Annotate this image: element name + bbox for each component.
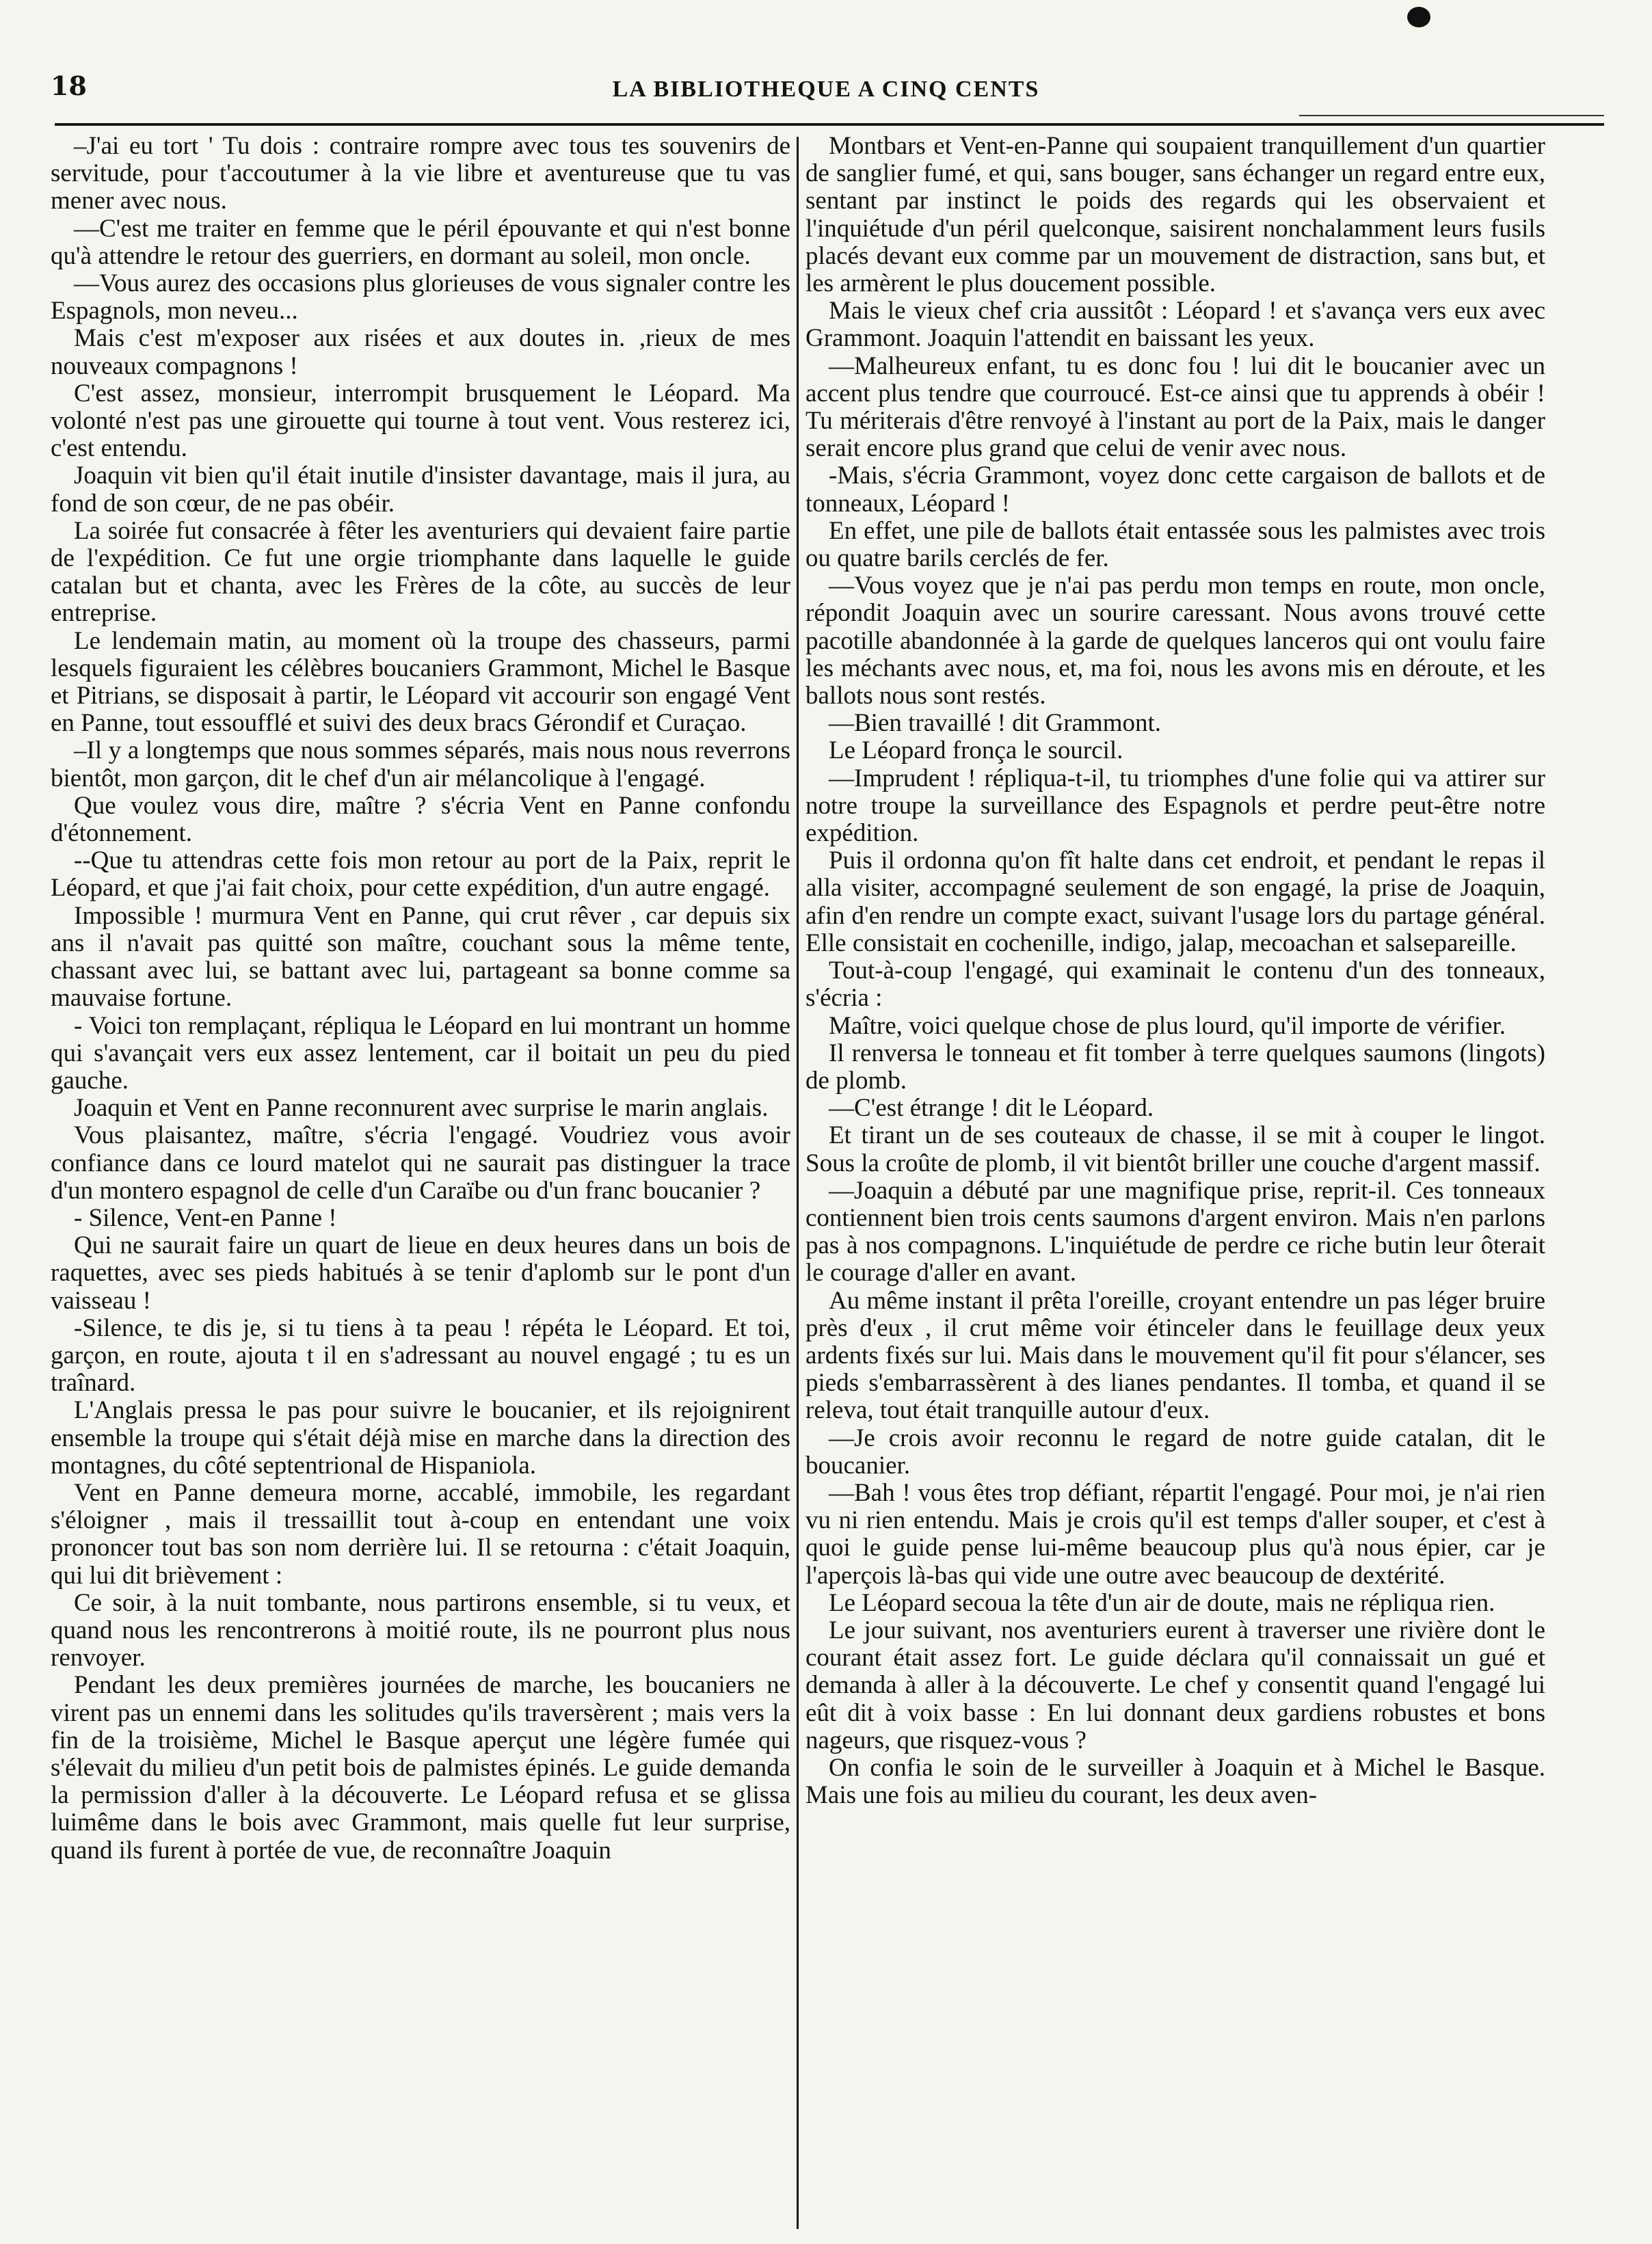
- paragraph: Ce soir, à la nuit tombante, nous partirons ensemble, si tu veux, et quand nous les rencontrerons à moitié route, ils ne pourront plus nous renvoyer.: [51, 1588, 790, 1672]
- paragraph: —Vous aurez des occasions plus glorieuses de vous signaler contre les Espagnols, mon neveu...: [51, 269, 790, 325]
- paragraph: Puis il ordonna qu'on fît halte dans cet endroit, et pendant le repas il alla visiter, accompagné seulement de son engagé, la prise de Joaquin, afin d'en rendre un compte exact, suivant l'usage lors du partage général. Elle consistait en cochenille, indigo, jalap, mecoachan et salsepareille.: [805, 846, 1545, 957]
- paragraph: Maître, voici quelque chose de plus lourd, qu'il importe de vérifier.: [829, 1011, 1506, 1040]
- paragraph: Le jour suivant, nos aventuriers eurent à traverser une rivière dont le courant était assez fort. Le guide déclara qu'il connaissait un gué et demanda à aller à la découverte. Le chef y consentit quand l'engagé lui eût dit à voix basse : En lui donnant deux gardiens robustes et bons nageurs, que risquez-vous ?: [805, 1616, 1545, 1754]
- paragraph: Joaquin vit bien qu'il était inutile d'insister davantage, mais il jura, au fond de son cœur, de ne pas obéir.: [51, 462, 790, 518]
- header-rule-short: [1299, 115, 1604, 116]
- paragraph: Mais c'est m'exposer aux risées et aux doutes in. ,rieux de mes nouveaux compagnons !: [51, 324, 790, 380]
- paragraph: Vous plaisantez, maître, s'écria l'engagé. Voudriez vous avoir confiance dans ce lourd matelot qui ne saurait pas distinguer la trace d'un montero espagnol de celle d'un Caraïbe ou d'un franc boucanier ?: [51, 1121, 790, 1205]
- paragraph: —C'est me traiter en femme que le péril épouvante et qui n'est bonne qu'à attendre le retour des guerriers, en dormant au soleil, mon oncle.: [51, 214, 790, 270]
- paragraph: -Silence, te dis je, si tu tiens à ta peau ! répéta le Léopard. Et toi, garçon, en route, ajouta t il en s'adressant au nouvel engagé ; tu es un traînard.: [51, 1313, 790, 1398]
- paragraph: C'est assez, monsieur, interrompit brusquement le Léopard. Ma volonté n'est pas une girouette qui tourne à tout vent. Vous resterez ici, c'est entendu.: [51, 379, 790, 463]
- paragraph: Pendant les deux premières journées de marche, les boucaniers ne virent pas un ennemi dans les solitudes qu'ils traversèrent ; mais vers la fin de la troisième, Michel le Basque aperçut une légère fumée qui s'élevait du milieu d'un petit bois de palmistes épinés. Le guide demanda la permission d'aller à la découverte. Le Léopard refusa et se glissa luimême dans le bois avec Grammont, mais quelle fut leur surprise, quand ils furent à portée de vue, de reconnaître Joaquin: [51, 1671, 790, 1865]
- paragraph: - Silence, Vent-en Panne !: [74, 1203, 337, 1232]
- paragraph: Au même instant il prêta l'oreille, croyant entendre un pas léger bruire près d'eux , il crut même voir étinceler dans le feuillage deux yeux ardents fixés sur lui. Mais dans le mouvement qu'il fit pour s'élancer, ses pieds s'embarrassèrent à des lianes pendantes. Il tomba, et quand il se releva, tout était tranquille autour d'eux.: [805, 1286, 1545, 1425]
- page-number: 18: [51, 70, 87, 101]
- page-header: [48, 68, 1604, 103]
- paragraph: Vent en Panne demeura morne, accablé, immobile, les regardant s'éloigner , mais il tressaillit tout à-coup en entendant une voix prononcer tout bas son nom derrière lui. Il se retourna : c'était Joaquin, qui lui dit brièvement :: [51, 1478, 790, 1590]
- paragraph: Que voulez vous dire, maître ? s'écria Vent en Panne confondu d'étonnement.: [51, 791, 790, 848]
- paragraph: —Malheureux enfant, tu es donc fou ! lui dit le boucanier avec un accent plus tendre que courroucé. Est-ce ainsi que tu apprends à obéir ! Tu mériterais d'être renvoyé à l'instant au port de la Paix, mais le danger serait encore plus grand que celui de venir avec nous.: [805, 351, 1545, 463]
- paragraph: Tout-à-coup l'engagé, qui examinait le contenu d'un des tonneaux, s'écria :: [805, 957, 1545, 1013]
- paragraph: Le Léopard secoua la tête d'un air de doute, mais ne répliqua rien.: [829, 1588, 1495, 1617]
- paragraph: En effet, une pile de ballots était entassée sous les palmistes avec trois ou quatre barils cerclés de fer.: [805, 516, 1545, 573]
- right-column: [805, 133, 1545, 2232]
- paragraph: Il renversa le tonneau et fit tomber à terre quelques saumons (lingots) de plomb.: [805, 1039, 1545, 1095]
- paragraph: —Bien travaillé ! dit Grammont.: [829, 709, 1162, 738]
- paragraph: Impossible ! murmura Vent en Panne, qui crut rêver , car depuis six ans il n'avait pas quitté son maître, couchant sous la même tente, chassant avec lui, se battant avec lui, partageant sa bonne comme sa mauvaise fortune.: [51, 901, 790, 1013]
- paragraph: Le Léopard fronça le sourcil.: [829, 736, 1123, 765]
- paragraph: L'Anglais pressa le pas pour suivre le boucanier, et ils rejoignirent ensemble la troupe qui s'était déjà mise en marche dans la direction des montagnes, du côté septentrional de Hispaniola.: [51, 1396, 790, 1480]
- paragraph: —Je crois avoir reconnu le regard de notre guide catalan, dit le boucanier.: [805, 1424, 1545, 1480]
- paragraph: Qui ne saurait faire un quart de lieue en deux heures dans un bois de raquettes, avec ses pieds habitués à se tenir d'aplomb sur le pont d'un vaisseau !: [51, 1231, 790, 1315]
- paragraph: –Il y a longtemps que nous sommes séparés, mais nous nous reverrons bientôt, mon garçon, dit le chef d'un air mélancolique à l'engagé.: [51, 736, 790, 792]
- left-column: [51, 133, 790, 2232]
- paragraph: Mais le vieux chef cria aussitôt : Léopard ! et s'avança vers eux avec Grammont. Joaquin l'attendit en baissant les yeux.: [805, 297, 1545, 353]
- ink-spot: [1407, 7, 1430, 27]
- paragraph: - Voici ton remplaçant, répliqua le Léopard en lui montrant un homme qui s'avançait vers eux assez lentement, car il boitait un peu du pied gauche.: [51, 1011, 790, 1095]
- paragraph: —Imprudent ! répliqua-t-il, tu triomphes d'une folie qui va attirer sur notre troupe la surveillance des Espagnols et perdre peut-être notre expédition.: [805, 764, 1545, 848]
- paragraph: Le lendemain matin, au moment où la troupe des chasseurs, parmi lesquels figuraient les célèbres boucaniers Grammont, Michel le Basque et Pitrians, se disposait à partir, le Léopard vit accourir son engagé Vent en Panne, tout essoufflé et suivi des deux bracs Gérondif et Curaçao.: [51, 626, 790, 738]
- column-divider: [797, 137, 799, 2229]
- text-columns: [51, 133, 1604, 2232]
- paragraph: —Vous voyez que je n'ai pas perdu mon temps en route, mon oncle, répondit Joaquin avec un sourire caressant. Nous avons trouvé cette pacotille abandonnée à la garde de quelques lanceros qui ont voulu faire les méchants avec nous, et, ma foi, nous les avons mis en déroute, et les ballots nous sont restés.: [805, 572, 1545, 710]
- paragraph: --Que tu attendras cette fois mon retour au port de la Paix, reprit le Léopard, et que j'ai fait choix, pour cette expédition, d'un autre engagé.: [51, 846, 790, 903]
- paragraph: On confia le soin de le surveiller à Joaquin et à Michel le Basque. Mais une fois au milieu du courant, les deux aven-: [805, 1753, 1545, 1810]
- header-rule: [55, 123, 1604, 126]
- paragraph: —Joaquin a débuté par une magnifique prise, reprit-il. Ces tonneaux contiennent bien trois cents saumons d'argent environ. Mais n'en parlons pas à nos compagnons. L'inquiétude de perdre ce riche butin leur ôterait le courage d'aller en avant.: [805, 1176, 1545, 1287]
- paragraph: -Mais, s'écria Grammont, voyez donc cette cargaison de ballots et de tonneaux, Léopard !: [805, 462, 1545, 518]
- paragraph: –J'ai eu tort ' Tu dois : contraire rompre avec tous tes souvenirs de servitude, pour t'accoutumer à la vie libre et aventureuse que tu vas mener avec nous.: [51, 133, 790, 215]
- paragraph: La soirée fut consacrée à fêter les aventuriers qui devaient faire partie de l'expédition. Ce fut une orgie triomphante dans laquelle le guide catalan but et chanta, avec les Frères de la côte, au succès de leur entreprise.: [51, 516, 790, 628]
- paragraph: —Bah ! vous êtes trop défiant, répartit l'engagé. Pour moi, je n'ai rien vu ni rien entendu. Mais je crois qu'il est temps d'aller souper, et c'est à quoi le guide pense lui-même beaucoup plus qu'à nous épier, car je l'aperçois là-bas qui vide une outre avec beaucoup de dextérité.: [805, 1478, 1545, 1590]
- running-title: LA BIBLIOTHEQUE A CINQ CENTS: [612, 77, 1040, 102]
- paragraph: —C'est étrange ! dit le Léopard.: [829, 1094, 1154, 1123]
- paragraph: Joaquin et Vent en Panne reconnurent avec surprise le marin anglais.: [74, 1094, 769, 1123]
- paragraph: Montbars et Vent-en-Panne qui soupaient tranquillement d'un quartier de sanglier fumé, et qui, sans bouger, sans échanger un regard entre eux, sentant par instinct le poids des regards qui les observaient et l'inquiétude d'un péril quelconque, saisirent nonchalamment leurs fusils placés devant eux comme par un mouvement de distraction, sans but, et les armèrent le plus doucement possible.: [805, 133, 1545, 298]
- paragraph: Et tirant un de ses couteaux de chasse, il se mit à couper le lingot. Sous la croûte de plomb, il vit bientôt briller une couche d'argent massif.: [805, 1121, 1545, 1177]
